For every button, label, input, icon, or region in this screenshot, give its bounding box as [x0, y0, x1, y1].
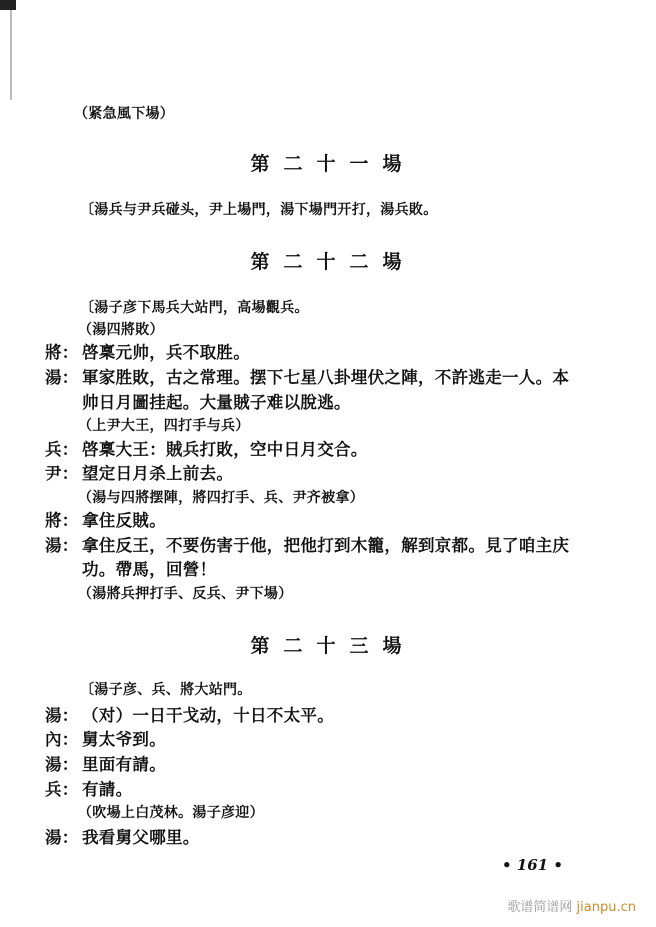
dialogue-continuation: 帅日月圖挂起。大量賊子难以脫逃。: [82, 393, 351, 412]
speaker: 內：: [45, 730, 79, 749]
line-text: 拿住反賊。: [82, 511, 166, 530]
line-text: （对）一日干戈动，十日不太平。: [82, 706, 334, 725]
watermark-url: jianpu.cn: [576, 900, 636, 915]
dialogue-line: [45, 464, 233, 484]
line-text: 啓稟大王：賊兵打敗，空中日月交合。: [82, 440, 368, 459]
scan-edge-shadow: [10, 10, 12, 100]
line-text: 啓稟元帅，兵不取胜。: [82, 343, 250, 362]
scene-title-22: 第二十二場: [250, 251, 416, 273]
line-text: 有請。: [82, 780, 133, 799]
dialogue-line: [45, 780, 132, 800]
dialogue-line: [45, 536, 569, 556]
speaker: 兵：: [45, 780, 79, 799]
line-text: 望定日月杀上前去。: [82, 464, 234, 483]
dialogue-line: [45, 511, 166, 531]
speaker: 兵：: [45, 440, 79, 459]
watermark: [507, 896, 636, 915]
dialogue-line: [45, 730, 166, 750]
stage-direction: 〔湯子彦下馬兵大站門，高場觀兵。: [80, 300, 309, 316]
speaker: 湯：: [45, 368, 79, 387]
speaker: 湯：: [45, 755, 79, 774]
speaker: 湯：: [45, 706, 79, 725]
stage-direction: （上尹大王，四打手与兵）: [78, 418, 250, 434]
line-text: 拿住反王，不要伤害于他，把他打到木籠，解到京都。見了咱主庆: [82, 536, 570, 555]
speaker: 將：: [45, 511, 79, 530]
page-number: • 161 •: [502, 856, 563, 874]
scan-edge-mark: [0, 0, 16, 10]
stage-direction: （吹場上白茂林。湯子彦迎）: [78, 805, 264, 821]
dialogue-line: [45, 755, 166, 775]
line-text: 舅太爷到。: [82, 730, 166, 749]
scene-title-21: 第二十一場: [250, 153, 416, 175]
dialogue-line: [45, 343, 250, 363]
scene-title-23: 第二十三場: [250, 635, 416, 657]
dialogue-line: [45, 828, 200, 848]
stage-direction: （湯四將敗）: [78, 322, 164, 338]
stage-direction: （紧急風下場）: [74, 106, 175, 122]
speaker: 尹：: [45, 464, 79, 483]
speaker: 湯：: [45, 536, 79, 555]
watermark-cn: 歌谱简谱网: [507, 900, 573, 915]
line-text: 軍家胜敗，古之常理。摆下七星八卦埋伏之陣，不許逃走一人。本: [82, 368, 570, 387]
dialogue-line: [45, 706, 334, 726]
stage-direction: （湯將兵押打手、反兵、尹下場）: [78, 586, 293, 602]
dialogue-line: [45, 440, 368, 460]
dialogue-continuation: 功。帶馬，回營！: [82, 560, 217, 579]
dialogue-line: [45, 368, 569, 388]
speaker: 將：: [45, 343, 79, 362]
stage-direction: 〔湯子彦、兵、將大站門。: [80, 682, 252, 698]
speaker: 湯：: [45, 828, 79, 847]
line-text: 里面有請。: [82, 755, 166, 774]
line-text: 我看舅父哪里。: [82, 828, 200, 847]
stage-direction: 〔湯兵与尹兵碰头，尹上場門，湯下場門开打，湯兵敗。: [80, 202, 438, 218]
stage-direction: （湯与四將摆陣，將四打手、兵、尹齐被拿）: [78, 490, 364, 506]
